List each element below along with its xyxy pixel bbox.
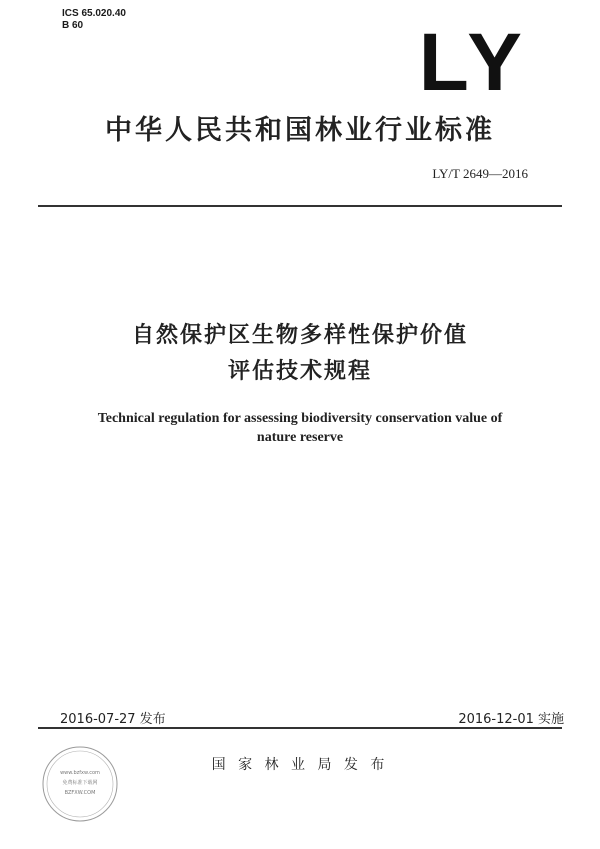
issuer: 国 家 林 业 局 发 布 bbox=[211, 757, 389, 773]
top-divider bbox=[38, 205, 562, 207]
implement-date: 2016-12-01 实施 bbox=[458, 712, 564, 727]
ly-logo: LY bbox=[418, 17, 528, 108]
classification-codes bbox=[62, 8, 126, 32]
standard-title: 中华人民共和国林业行业标准 bbox=[105, 115, 495, 146]
svg-text:免费标准下载网: 免费标准下载网 bbox=[62, 780, 98, 786]
bottom-divider bbox=[38, 727, 562, 729]
ccs-code: B 60 bbox=[62, 20, 84, 31]
publish-date: 2016-07-27 发布 bbox=[60, 712, 166, 727]
english-title-line-2: nature reserve bbox=[256, 430, 344, 445]
standard-number: LY/T 2649—2016 bbox=[432, 166, 528, 181]
svg-text:BZFXW.COM: BZFXW.COM bbox=[64, 790, 96, 796]
chinese-title-line-2: 评估技术规程 bbox=[227, 359, 372, 384]
watermark-stamp bbox=[40, 744, 120, 824]
english-title-line-1: Technical regulation for assessing biodiversity conservation value of bbox=[97, 411, 503, 426]
ics-code: ICS 65.020.40 bbox=[62, 8, 126, 19]
chinese-title-line-1: 自然保护区生物多样性保护价值 bbox=[131, 323, 468, 348]
svg-text:www.bzfxw.com: www.bzfxw.com bbox=[60, 770, 100, 776]
